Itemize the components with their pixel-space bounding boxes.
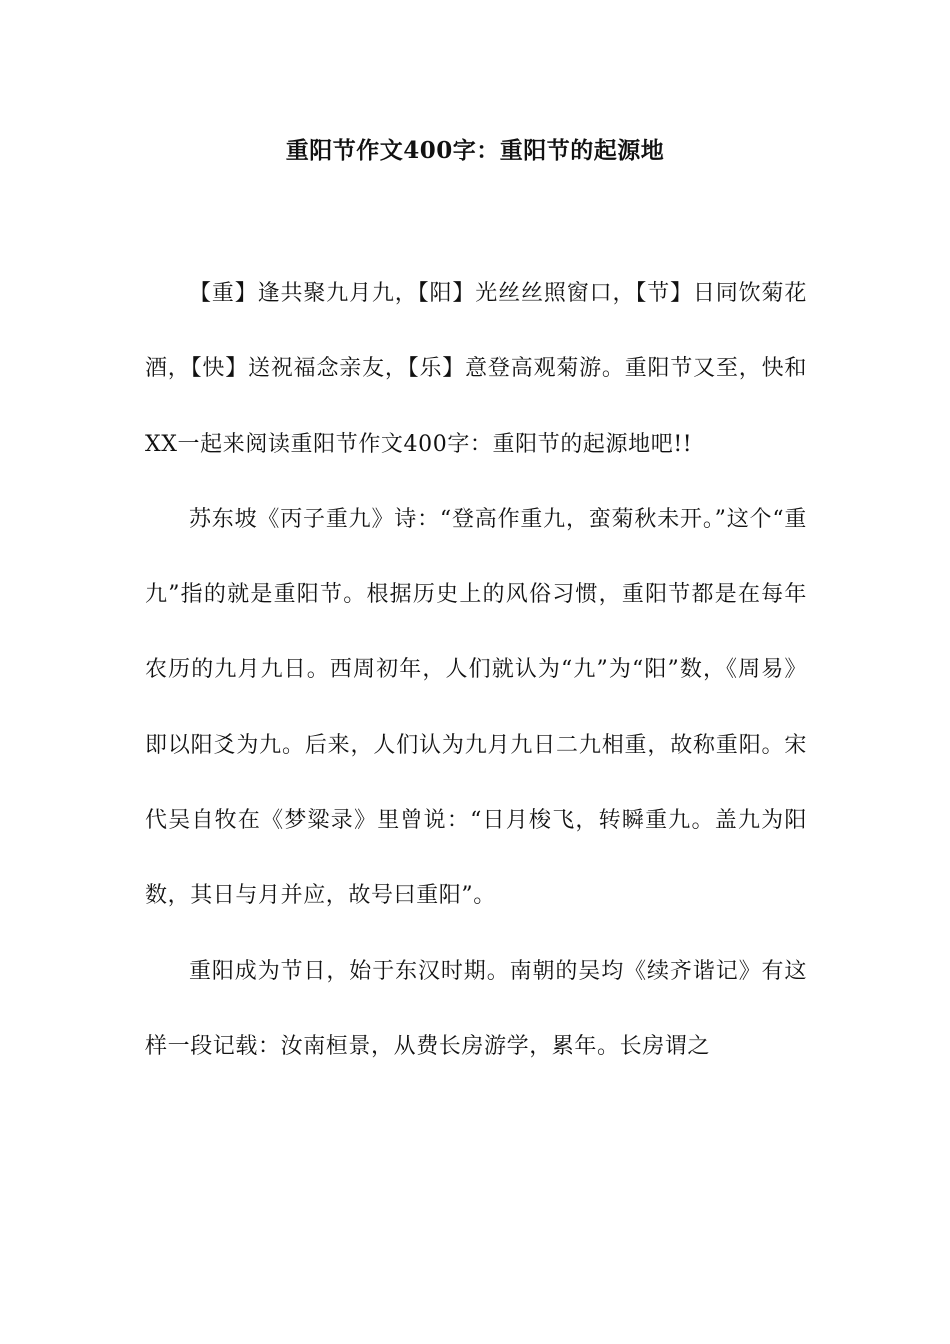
document-title: 重阳节作文400字：重阳节的起源地 [285,137,665,164]
document-body [145,256,807,1084]
paragraph-origin-name: 苏东坡《丙子重九》诗：“登高作重九，蛮菊秋未开。”这个“重九”指的就是重阳节。根据历史上的风俗习惯，重阳节都是在每年农历的九月九日。西周初年，人们就认为“九”为“阳”数，《周易》即以阳爻为九。后来，人们认为九月九日二九相重，故称重阳。宋代吴自牧在《梦粱录》里曾说：“日月梭飞，转瞬重九。盖九为阳数，其日与月并应，故号曰重阳”。 [145,506,807,909]
paragraph-origin-history: 重阳成为节日，始于东汉时期。南朝的吴均《续齐谐记》有这样一段记载：汝南桓景，从费长房游学，累年。长房谓之 [145,958,807,1059]
paragraph-intro: 【重】逢共聚九月九，【阳】光丝丝照窗口，【节】日同饮菊花酒，【快】送祝福念亲友，【乐】意登高观菊游。重阳节又至，快和XX一起来阅读重阳节作文400字：重阳节的起源地吧!! [145,281,807,457]
